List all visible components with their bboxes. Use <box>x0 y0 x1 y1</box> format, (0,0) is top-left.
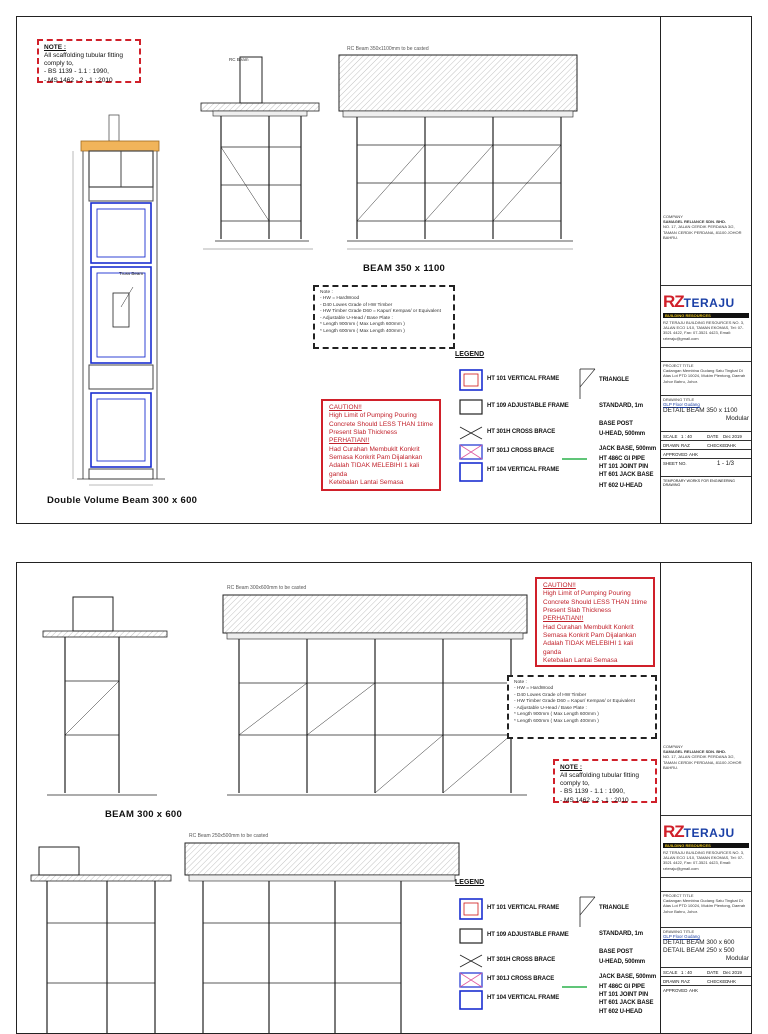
note-line: - MS 1462 - 2 - 1 : 2010 <box>44 76 113 84</box>
perhatian-heading: PERHATIAN!! <box>543 615 584 623</box>
drawing-sub: Modular <box>725 954 749 962</box>
approved-label: APPROVED <box>663 452 688 457</box>
approved-value: AHK <box>689 988 699 993</box>
caution-line: Had Curahan Membuklt Konkrit <box>543 623 634 631</box>
legend-item: STANDARD, 1m <box>599 403 644 409</box>
rc-beam-small-label: RC Beam <box>229 57 249 62</box>
legend-item: STANDARD, 1m <box>599 931 644 937</box>
hw-note-line: - HW = HardWood <box>320 296 360 302</box>
legend-item: HT 104 VERTICAL FRAME <box>487 467 560 473</box>
project-ref: GLP Floor Gudang <box>663 402 700 408</box>
drawing-sheet-2 <box>16 562 752 1034</box>
scale-value: 1 : 40 <box>681 434 692 439</box>
legend-item: HT 109 ADJUSTABLE FRAME <box>487 403 569 409</box>
hw-note-heading: Note : <box>514 680 527 685</box>
legend-item: HT 301H CROSS BRACE <box>487 429 556 435</box>
dealer-cell <box>661 285 751 347</box>
legend-item: TRIANGLE <box>599 377 629 383</box>
legend-item: HT 601 JACK BASE <box>599 472 654 478</box>
legend-item: U-HEAD, 500mm <box>599 959 646 965</box>
hw-note-line: * Length 900mm ( Max Length 600mm ) <box>514 712 599 718</box>
check-value: AHK <box>727 443 737 448</box>
legend-title: LEGEND <box>455 879 485 886</box>
hw-note-line: - HW Timber Grade D60 = Kapur/ Kempas/ or Equivalent <box>320 309 441 315</box>
caution-line: High Limit of Pumping Pouring <box>543 590 631 598</box>
caution-heading: CAUTION!! <box>543 582 576 589</box>
caution-line: Adalah TIDAK MELEBIHI 1 kali ganda <box>543 640 634 656</box>
company-cell <box>661 213 751 285</box>
legend-item: HT 601 JACK BASE <box>599 1000 654 1006</box>
logo-teraju: TERAJU <box>683 296 735 310</box>
legend-item: HT 486C GI PIPE <box>599 984 645 990</box>
caption-left: Double Volume Beam 300 x 600 <box>47 495 198 506</box>
project-label: PROJECT TITLE <box>663 893 694 898</box>
drawing-title-cell <box>661 927 751 967</box>
ref-cell <box>661 877 751 891</box>
caution-line: Ketebalan Lantai Semasa <box>329 478 404 486</box>
hw-note-line: - D40 Lowes Grade of HW Timber <box>320 302 393 308</box>
hw-note-line: * Length 600mm ( Max Length 400mm ) <box>514 718 599 724</box>
sheet-row <box>661 458 751 477</box>
drawn-label: DRAWN <box>663 443 680 448</box>
hw-note-line: * Length 600mm ( Max Length 400mm ) <box>320 328 405 334</box>
caution-line: Adalah TIDAK MELEBIHI 1 kali ganda <box>329 462 420 478</box>
note-line: All scaffolding tubular fitting <box>560 772 640 780</box>
drawn-value: RAZ <box>681 443 690 448</box>
project-cell <box>661 361 751 395</box>
approved-row <box>661 985 751 995</box>
company-label: COMPANY <box>663 214 683 219</box>
company-name: SAMAGEL RELIANCE SDN. BHD. <box>663 749 727 755</box>
note-box <box>37 39 141 83</box>
drawing-title: DETAIL BEAM 350 x 1100 <box>663 407 738 415</box>
project-label: PROJECT TITLE <box>663 363 694 368</box>
legend-item: BASE POST <box>599 949 633 955</box>
rc-beam-label: RC Beam 300x600mm to be casted <box>227 585 307 591</box>
scale-label: SCALE <box>663 434 678 439</box>
project-cell <box>661 891 751 927</box>
check-value: AHK <box>727 979 737 984</box>
rz-teraju-logo <box>663 822 735 842</box>
caution-line: High Limit of Pumping Pouring <box>329 412 417 420</box>
logo-rz: RZ <box>663 822 684 841</box>
legend-item: HT 301J CROSS BRACE <box>487 976 555 982</box>
drawing-label: DRAWING TITLE <box>663 929 695 934</box>
logo-band: BUILDING RESOURCES <box>663 843 749 848</box>
long-beam-scaffold-2 <box>223 595 527 795</box>
date-value: Dec 2019 <box>723 434 742 439</box>
approved-value: AHK <box>689 452 699 457</box>
dealer-cell <box>661 815 751 877</box>
drawing-title-cell <box>661 395 751 431</box>
dealer-text: RZ TERAJU BUILDING RESOURCES NO. 3, JALAN ECO 1/10, TAMAN EKOMAS, Tel: 07-3521 4422, Fax: 07-3521 4423, Email: rzteraju@gmail.com <box>663 850 745 871</box>
company-address: NO. 17, JALAN CERDIK PERDANA 3/2, TAMAN CERDIK PERDANA, 81100 JOHOR BAHRU. <box>663 754 742 770</box>
company-name: SAMAGEL RELIANCE SDN. BHD. <box>663 219 727 225</box>
caution-box <box>321 399 441 491</box>
caution-line: Ketebalan Lantai Semasa <box>543 656 618 664</box>
caution-line: Had Curahan Membuklt Konkrit <box>329 445 420 453</box>
footer-text: TEMPORARY WORKS FOR ENGINEERING DRAWING <box>663 479 735 487</box>
rc-beam-label: RC Beam 350x1100mm to be casted <box>347 46 429 52</box>
drawing-title: DETAIL BEAM 300 x 600 DETAIL BEAM 250 x 500 <box>663 939 735 955</box>
logo-rz: RZ <box>663 292 684 311</box>
legend-item: HT 602 U-HEAD <box>599 1009 643 1015</box>
company-label: COMPANY <box>663 744 683 749</box>
note-heading: NOTE : <box>44 44 67 51</box>
section-scaffold-2 <box>43 597 167 795</box>
legend-item: HT 602 U-HEAD <box>599 483 643 489</box>
section-scaffold-1 <box>201 57 319 249</box>
legend-item: HT 101 VERTICAL FRAME <box>487 905 560 911</box>
long-beam-scaffold-1 <box>339 55 577 249</box>
drawing-sub: Modular <box>725 415 749 423</box>
note-box <box>553 759 657 803</box>
scale-label: SCALE <box>663 970 678 975</box>
dealer-text: RZ TERAJU BUILDING RESOURCES NO. 3, JALAN ECO 1/10, TAMAN EKOMAS, Tel: 07-3521 4422, Fax: 07-3521 4423, Email: rzteraju@gmail.com <box>663 320 745 341</box>
date-value: Dec 2019 <box>723 970 742 975</box>
drawing-label: DRAWING TITLE <box>663 397 695 402</box>
sheet-no: 1 - 1/3 <box>717 461 735 467</box>
rz-teraju-logo <box>663 292 735 312</box>
title-block-2 <box>660 563 751 1033</box>
legend-item: HT 301H CROSS BRACE <box>487 957 556 963</box>
legend-item: U-HEAD, 500mm <box>599 431 646 437</box>
caution-line: Concrete Should LESS THAN 1time <box>543 598 647 606</box>
hw-note-line: - Adjustable U-Head / Base Plate : <box>514 705 587 711</box>
caution-line: Semasa Konkrit Pam Dijalankan <box>543 631 637 639</box>
legend-item: BASE POST <box>599 421 633 427</box>
legend-item: TRIANGLE <box>599 905 629 911</box>
logo-teraju: TERAJU <box>683 826 735 840</box>
hw-note-line: - D40 Lowes Grade of HW Timber <box>514 692 587 698</box>
legend-item: JACK BASE, 500mm <box>599 446 657 452</box>
note-line: comply to, <box>44 60 74 68</box>
legend-symbols-2 <box>460 897 595 1009</box>
caution-line: Present Slab Thickness <box>543 606 612 614</box>
check-label: CHECKED <box>707 979 729 984</box>
check-label: CHECKED <box>707 443 729 448</box>
double-volume-tower <box>73 115 165 485</box>
legend-item: HT 301J CROSS BRACE <box>487 448 555 454</box>
hw-note-box <box>507 675 657 739</box>
footer-row <box>661 476 751 487</box>
note-line: comply to, <box>560 780 590 788</box>
legend-title: LEGEND <box>455 351 485 358</box>
drawn-label: DRAWN <box>663 979 680 984</box>
sheet-label: SHEET NO. <box>663 461 687 466</box>
rc-beam-lower-label: RC Beam 250x500mm to be casted <box>189 833 269 839</box>
note-line: - MS 1462 - 2 - 1 : 2010 <box>560 796 629 804</box>
caption-center: BEAM 350 x 1100 <box>363 263 446 274</box>
legend-item: HT 101 VERTICAL FRAME <box>487 376 560 382</box>
company-address: NO. 17, JALAN CERDIK PERDANA 3/2, TAMAN CERDIK PERDANA, 81100 JOHOR BAHRU. <box>663 224 742 240</box>
approved-label: APPROVED <box>663 988 688 993</box>
caution-line: Semasa Konkrit Pam Dijalankan <box>329 453 423 461</box>
legend-item: HT 104 VERTICAL FRAME <box>487 995 560 1001</box>
date-label: DATE <box>707 434 719 439</box>
note-heading: NOTE : <box>560 764 583 771</box>
note-line: - BS 1139 - 1.1 : 1990, <box>44 68 109 76</box>
note-line: - BS 1139 - 1.1 : 1990, <box>560 788 625 796</box>
company-cell <box>661 743 751 815</box>
project-text: Cadangan Membina Gudang Satu Tingkat Di Atas Lot PTD 10024, Mukim Plentong, Daerah Johor Bahru, Johor. <box>663 368 746 384</box>
hw-note-line: - HW Timber Grade D60 = Kapur/ Kempas/ or Equivalent <box>514 699 635 705</box>
legend-item: JACK BASE, 500mm <box>599 974 657 980</box>
perhatian-heading: PERHATIAN!! <box>329 437 370 445</box>
hw-note-box <box>313 285 455 349</box>
truss-beam-label: Truss Beam <box>119 271 144 276</box>
caution-line: Concrete Should LESS THAN 1time <box>329 420 433 428</box>
caption-center: BEAM 300 x 600 <box>105 809 183 820</box>
hw-note-heading: Note : <box>320 290 333 295</box>
legend-item: HT 486C GI PIPE <box>599 456 645 462</box>
caution-heading: CAUTION!! <box>329 404 362 411</box>
ref-cell <box>661 347 751 361</box>
hw-note-line: * Length 900mm ( Max Length 600mm ) <box>320 322 405 328</box>
title-block-1 <box>660 17 751 523</box>
legend-item: HT 101 JOINT PIN <box>599 992 649 998</box>
legend-symbols-1 <box>460 369 595 481</box>
hw-note-line: - Adjustable U-Head / Base Plate : <box>320 315 393 321</box>
project-text: Cadangan Membina Gudang Satu Tingkat Di Atas Lot PTD 10024, Mukim Plentong, Daerah Johor Bahru, Johor. <box>663 898 746 914</box>
project-ref: GLP Floor Gudang <box>663 934 700 940</box>
hw-note-line: - HW = HardWood <box>514 686 554 692</box>
scale-value: 1 : 40 <box>681 970 692 975</box>
drawn-value: RAZ <box>681 979 690 984</box>
date-label: DATE <box>707 970 719 975</box>
legend-item: HT 109 ADJUSTABLE FRAME <box>487 932 569 938</box>
caution-line: Present Slab Thickness <box>329 428 398 436</box>
drawing-sheet-1 <box>16 16 752 524</box>
logo-band: BUILDING RESOURCES <box>663 313 749 318</box>
note-line: All scaffolding tubular fitting <box>44 52 124 60</box>
caution-box <box>535 577 655 667</box>
legend-item: HT 101 JOINT PIN <box>599 464 649 470</box>
lower-scaffold-2 <box>31 843 459 1033</box>
